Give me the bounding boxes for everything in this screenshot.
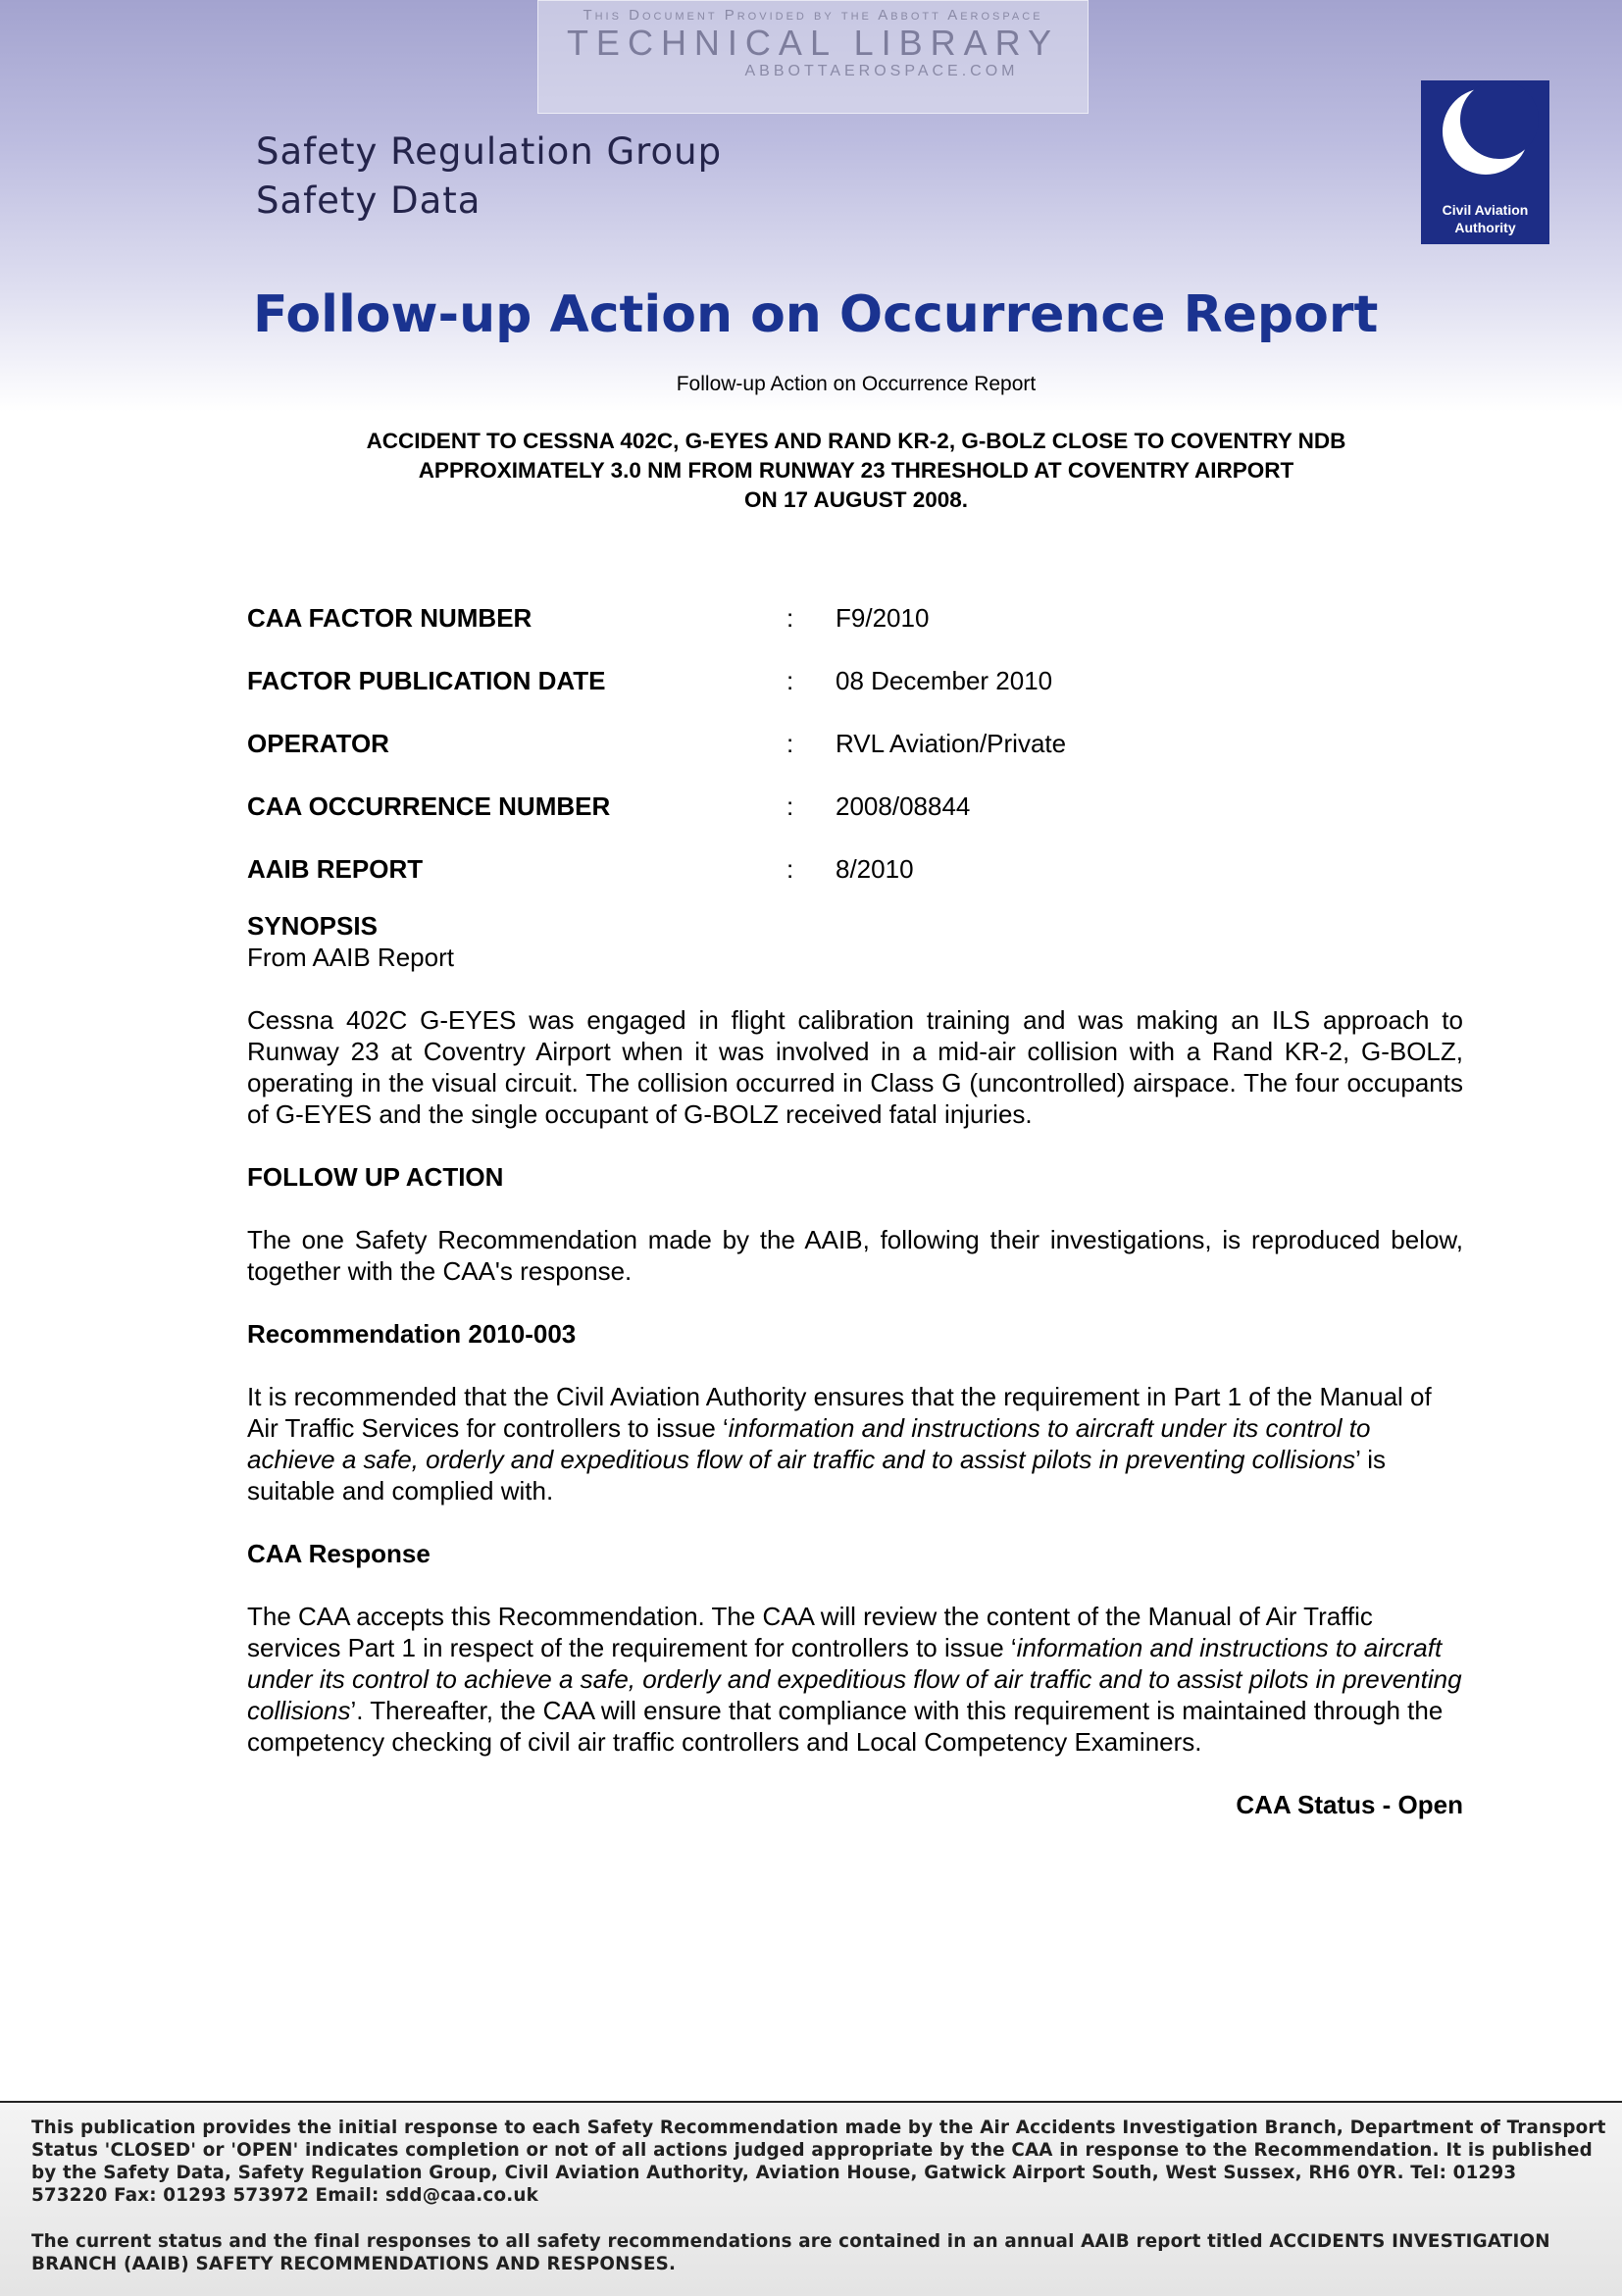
field-colon: : — [786, 854, 794, 884]
synopsis-heading: SYNOPSIS — [247, 911, 378, 941]
running-header: Follow-up Action on Occurrence Report — [676, 373, 1037, 395]
footer-line: This publication provides the initial response to each Safety Recommendation made by the Air Accidents Investigation Branch, Department of Transport — [31, 2117, 1606, 2138]
recommendation-text-start: It is recommended that the Civil Aviation Authority ensures that the requirement in Part 1 of the Manual of Air Traffic Services for controllers to issue ‘ — [247, 1382, 1432, 1443]
response-text — [247, 1601, 1463, 1758]
footer-notice — [0, 2101, 1622, 2296]
field-row — [247, 851, 1463, 914]
footer-paragraph-1 — [31, 2117, 1620, 2207]
accident-heading — [0, 427, 1622, 515]
field-row — [247, 789, 1463, 851]
synopsis-source: From AAIB Report — [247, 943, 454, 972]
caa-logo — [1421, 80, 1549, 244]
field-colon: : — [786, 791, 794, 821]
field-value: 8/2010 — [836, 854, 914, 884]
logo-line-1: Civil Aviation — [1442, 202, 1529, 218]
group-name — [256, 128, 722, 226]
field-value: 08 December 2010 — [836, 666, 1053, 695]
field-label: CAA FACTOR NUMBER — [247, 603, 532, 633]
watermark-top-text: This Document Provided by the Abbott Aerospace — [583, 7, 1043, 24]
footer-paragraph-2 — [31, 2230, 1620, 2275]
footer-line: BRANCH (AAIB) SAFETY RECOMMENDATIONS AND RESPONSES. — [31, 2254, 677, 2274]
logo-line-2: Authority — [1454, 220, 1516, 235]
response-text-start: The CAA accepts this Recommendation. The CAA will review the content of the Manual of Air Traffic services Part 1 in respect of the requirement for controllers to issue ‘ — [247, 1602, 1373, 1662]
logo-text — [1421, 201, 1549, 236]
recommendation-quote: information and instructions to aircraft under its control to achieve a safe, orderly and expeditious flow of air traffic and to assist pilots in preventing collisions — [247, 1413, 1371, 1474]
heading-line-3: ON 17 AUGUST 2008. — [744, 487, 968, 512]
heading-line-1: ACCIDENT TO CESSNA 402C, G-EYES AND RAND KR-2, G-BOLZ CLOSE TO COVENTRY NDB — [366, 429, 1346, 453]
recommendation-text-end: ’ is suitable and complied with. — [247, 1445, 1386, 1505]
watermark-sub-text: ABBOTTAEROSPACE.COM — [744, 63, 1019, 79]
follow-up-heading: FOLLOW UP ACTION — [247, 1162, 504, 1192]
field-label: OPERATOR — [247, 729, 389, 758]
group-line-2: Safety Data — [256, 179, 482, 222]
group-line-1: Safety Regulation Group — [256, 130, 723, 173]
field-row — [247, 663, 1463, 726]
footer-line: 573220 Fax: 01293 573972 Email: sdd@caa.co.uk — [31, 2185, 538, 2206]
footer-line: The current status and the final responses to all safety recommendations are contained in an annual AAIB report titled ACCIDENTS INVESTIGATION — [31, 2231, 1550, 2252]
field-label: FACTOR PUBLICATION DATE — [247, 666, 606, 695]
recommendation-heading: Recommendation 2010-003 — [247, 1319, 577, 1349]
field-colon: : — [786, 729, 794, 758]
technical-library-watermark — [537, 0, 1089, 114]
heading-line-2: APPROXIMATELY 3.0 NM FROM RUNWAY 23 THRESHOLD AT COVENTRY AIRPORT — [418, 458, 1294, 483]
field-row — [247, 600, 1463, 663]
field-label: AAIB REPORT — [247, 854, 424, 884]
watermark-main-text: TECHNICAL LIBRARY — [566, 23, 1060, 63]
field-colon: : — [786, 603, 794, 633]
recommendation-text — [247, 1381, 1463, 1506]
report-fields — [247, 600, 1463, 914]
footer-line: Status 'CLOSED' or 'OPEN' indicates completion or not of all actions judged appropriate by the CAA in response to the Recommendation. It is published — [31, 2140, 1593, 2161]
field-label: CAA OCCURRENCE NUMBER — [247, 791, 611, 821]
page-title: Follow-up Action on Occurrence Report — [253, 285, 1379, 344]
footer-line: by the Safety Data, Safety Regulation Group, Civil Aviation Authority, Aviation House, Gatwick Airport South, West Sussex, RH6 0YR. Tel: 01293 — [31, 2163, 1517, 2183]
field-value: RVL Aviation/Private — [836, 729, 1067, 758]
field-colon: : — [786, 666, 794, 695]
status-badge: CAA Status - Open — [1236, 1790, 1463, 1819]
report-body — [247, 910, 1463, 1852]
field-value: 2008/08844 — [836, 791, 971, 821]
response-quote: information and instructions to aircraft under its control to achieve a safe, orderly and expeditious flow of air traffic and to assist pilots in preventing collisions — [247, 1633, 1462, 1725]
synopsis-text: Cessna 402C G-EYES was engaged in flight calibration training and was making an ILS approach to Runway 23 at Coventry Airport when it was involved in a mid-air collision with a Rand KR-2, G-BOLZ, operating in the visual circuit. The collision occurred in Class G (uncontrolled) airspace. The four occupants of G-EYES and the single occupant of G-BOLZ received fatal injuries. — [247, 1005, 1463, 1129]
crescent-logo-icon — [1421, 80, 1549, 188]
response-heading: CAA Response — [247, 1539, 431, 1568]
field-value: F9/2010 — [836, 603, 930, 633]
follow-up-text: The one Safety Recommendation made by the AAIB, following their investigations, is reproduced below, together with the CAA's response. — [247, 1225, 1463, 1286]
field-row — [247, 726, 1463, 789]
response-text-end: ’. Thereafter, the CAA will ensure that compliance with this requirement is maintained through the competency checking of civil air traffic controllers and Local Competency Examiners. — [247, 1696, 1444, 1757]
